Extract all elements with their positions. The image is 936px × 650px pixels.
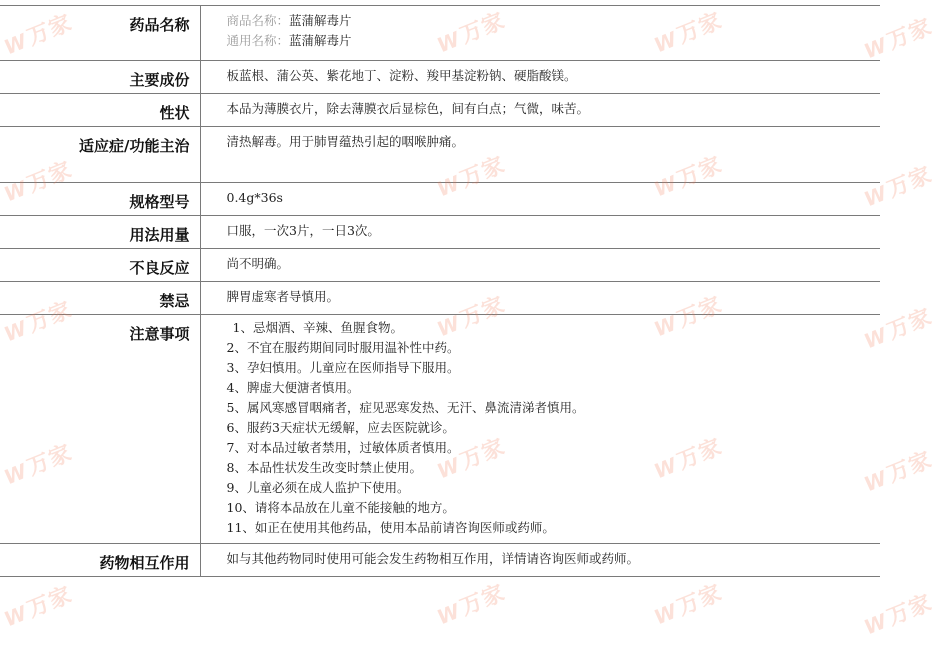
watermark-logo: W万家	[650, 580, 726, 630]
trade-name-line	[227, 11, 881, 31]
row-value-ingredients: 板蓝根、蒲公英、紫花地丁、淀粉、羧甲基淀粉钠、硬脂酸镁。	[200, 61, 880, 94]
row-value-drug-name	[200, 6, 880, 61]
row-value-adverse-reactions: 尚不明确。	[200, 249, 880, 282]
drug-info-table	[0, 5, 880, 577]
watermark-logo: W万家	[650, 292, 726, 342]
precaution-item: 9、儿童必须在成人监护下使用。	[226, 480, 410, 495]
row-value-indications: 清热解毒。用于肺胃蕴热引起的咽喉肿痛。	[200, 127, 880, 183]
table-row	[0, 249, 880, 282]
row-label-specification: 规格型号	[0, 183, 200, 216]
watermark-logo: W万家	[433, 434, 509, 484]
precaution-item: 10、请将本品放在儿童不能接触的地方。	[226, 500, 455, 515]
row-label-adverse-reactions: 不良反应	[0, 249, 200, 282]
table-row	[0, 282, 880, 315]
table-row	[0, 61, 880, 94]
watermark-logo: W万家	[0, 582, 76, 632]
watermark-logo: W万家	[650, 152, 726, 202]
table-row	[0, 216, 880, 249]
table-row	[0, 6, 880, 61]
row-value-contraindications: 脾胃虚寒者导慎用。	[200, 282, 880, 315]
row-label-appearance: 性状	[0, 94, 200, 127]
watermark-logo: W万家	[860, 14, 936, 64]
row-label-dosage: 用法用量	[0, 216, 200, 249]
generic-name-line	[227, 31, 881, 51]
row-label-precautions: 注意事项	[0, 315, 200, 544]
precaution-item: 8、本品性状发生改变时禁止使用。	[226, 460, 422, 475]
watermark-logo: W万家	[860, 162, 936, 212]
table-row	[0, 544, 880, 577]
watermark-logo: W万家	[650, 434, 726, 484]
watermark-logo: W万家	[650, 8, 726, 58]
row-value-dosage: 口服，一次3片，一日3次。	[200, 216, 880, 249]
row-label-ingredients: 主要成份	[0, 61, 200, 94]
trade-name-label: 商品名称：	[226, 13, 290, 28]
row-value-specification: 0.4g*36s	[200, 183, 880, 216]
generic-name-label: 通用名称：	[226, 33, 290, 48]
watermark-logo: W万家	[860, 304, 936, 354]
watermark-logo: W万家	[0, 297, 76, 347]
precaution-item: 1、忌烟酒、辛辣、鱼腥食物。	[232, 320, 403, 335]
watermark-logo: W万家	[433, 580, 509, 630]
row-label-contraindications: 禁忌	[0, 282, 200, 315]
table-row	[0, 183, 880, 216]
watermark-logo: W万家	[860, 590, 936, 640]
precaution-item: 2、不宜在服药期间同时服用温补性中药。	[226, 340, 460, 355]
precaution-item: 7、对本品过敏者禁用，过敏体质者慎用。	[226, 440, 460, 455]
precaution-item: 4、脾虚大便溏者慎用。	[226, 380, 360, 395]
watermark-logo: W万家	[0, 440, 76, 490]
watermark-logo: W万家	[0, 157, 76, 207]
watermark-logo: W万家	[433, 152, 509, 202]
row-value-appearance: 本品为薄膜衣片，除去薄膜衣后显棕色，间有白点；气微，味苦。	[200, 94, 880, 127]
precaution-item: 11、如正在使用其他药品，使用本品前请咨询医师或药师。	[226, 520, 555, 535]
watermark-logo: W万家	[0, 10, 76, 60]
precaution-item: 6、服药3天症状无缓解，应去医院就诊。	[226, 420, 455, 435]
table-row	[0, 127, 880, 183]
row-label-indications: 适应症/功能主治	[0, 127, 200, 183]
trade-name-value: 蓝蒲解毒片	[289, 13, 352, 28]
row-value-drug-interactions: 如与其他药物同时使用可能会发生药物相互作用，详情请咨询医师或药师。	[200, 544, 880, 577]
row-label-drug-interactions: 药物相互作用	[0, 544, 200, 577]
watermark-logo: W万家	[433, 8, 509, 58]
watermark-logo: W万家	[860, 447, 936, 497]
precaution-item: 5、属风寒感冒咽痛者，症见恶寒发热、无汗、鼻流清涕者慎用。	[226, 400, 585, 415]
table-row	[0, 315, 880, 544]
row-value-precautions	[200, 315, 880, 544]
row-label-drug-name: 药品名称	[0, 6, 200, 61]
watermark-logo: W万家	[433, 292, 509, 342]
precaution-item: 3、孕妇慎用。儿童应在医师指导下服用。	[226, 360, 460, 375]
table-row	[0, 94, 880, 127]
generic-name-value: 蓝蒲解毒片	[289, 33, 352, 48]
